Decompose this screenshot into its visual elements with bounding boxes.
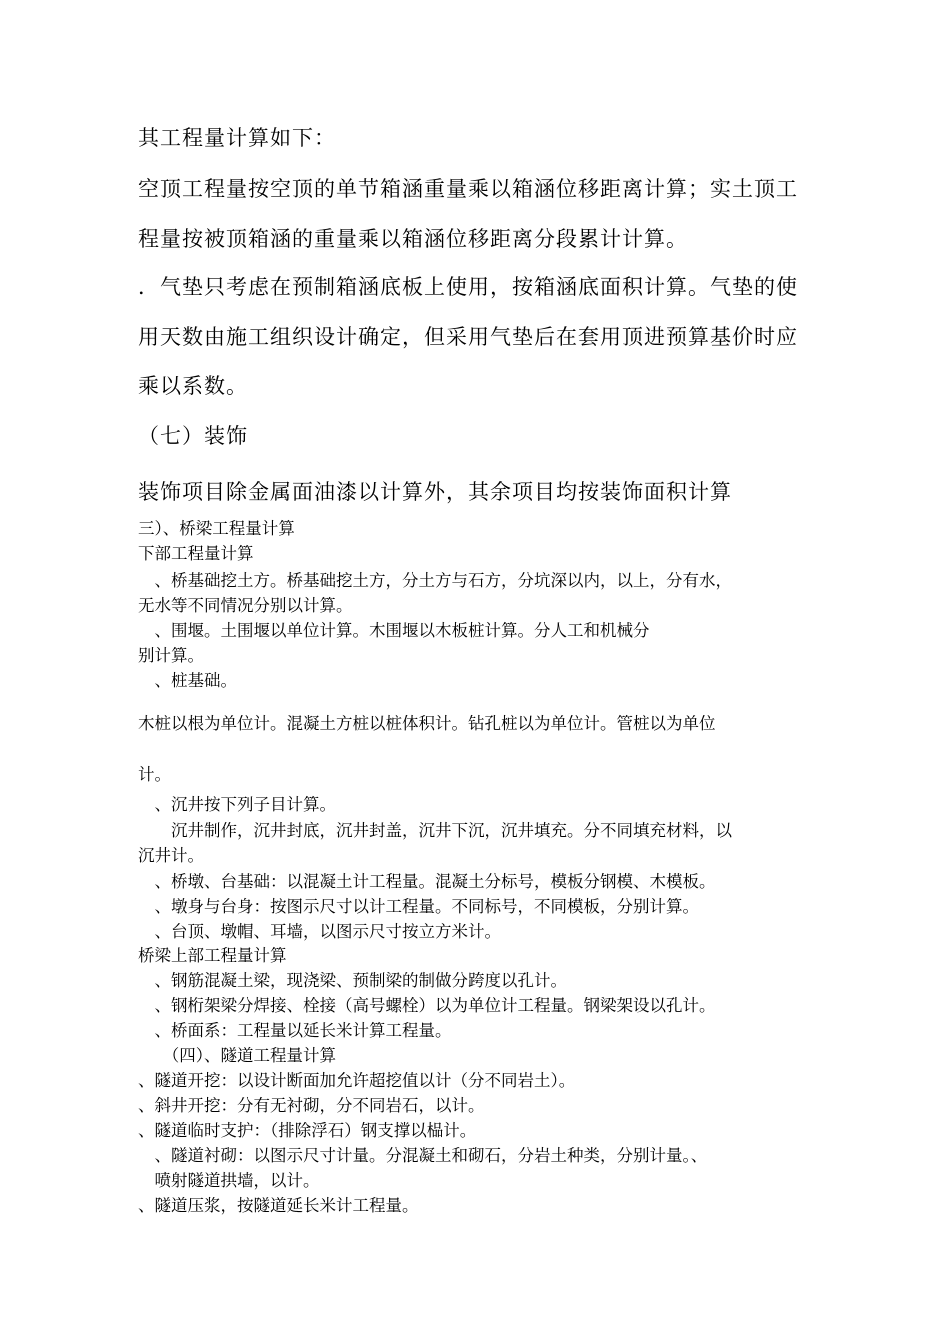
section-heading: （七）装饰 — [138, 424, 248, 448]
section-heading: 下部工程量计算 — [138, 544, 254, 563]
text-line: 无水等不同情况分别以计算。 — [138, 596, 353, 615]
text-line: 、桥墩、台基础：以混凝土计工程量。混凝土分标号，模板分钢模、木模板。 — [138, 872, 716, 891]
text-line: 沉井制作，沉井封底，沉井封盖，沉井下沉，沉井填充。分不同填充材料，以 — [138, 821, 732, 840]
text-line: 乘以系数。 — [138, 374, 248, 398]
text-line: 装饰项目除金属面油漆以计算外，其余项目均按装饰面积计算 — [138, 480, 732, 504]
text-line: 喷射隧道拱墙，以计。 — [138, 1171, 320, 1190]
text-line: 、围堰。土围堰以单位计算。木围堰以木板桩计算。分人工和机械分 — [138, 621, 650, 640]
section-heading: 桥梁上部工程量计算 — [138, 946, 287, 965]
text-line: 、台顶、墩帽、耳墙，以图示尺寸按立方米计。 — [138, 922, 501, 941]
text-line: 空顶工程量按空顶的单节箱涵重量乘以箱涵位移距离计算；实土顶工 — [138, 177, 798, 201]
text-line: 其工程量计算如下： — [138, 126, 336, 150]
text-line: 、桥面系：工程量以延长米计算工程量。 — [138, 1021, 452, 1040]
text-line: 、桥基础挖土方。桥基础挖土方，分土方与石方，分坑深以内，以上，分有水， — [138, 571, 732, 590]
section-heading: （四）、隧道工程量计算 — [138, 1046, 336, 1065]
text-line: 沉井计。 — [138, 846, 204, 865]
text-line: 、桩基础。 — [138, 671, 237, 690]
text-line: 、隧道开挖：以设计断面加允许超挖值以计（分不同岩土）。 — [138, 1071, 576, 1090]
text-line: 、隧道临时支护：（排除浮石）钢支撑以榀计。 — [138, 1121, 477, 1140]
text-line: 、钢筋混凝土梁，现浇梁、预制梁的制做分跨度以孔计。 — [138, 971, 567, 990]
text-line: 、斜井开挖：分有无衬砌，分不同岩石，以计。 — [138, 1096, 485, 1115]
text-line: 、隧道衬砌：以图示尺寸计量。分混凝土和砌石，分岩土种类，分别计量。、 — [138, 1146, 708, 1165]
section-heading: 三）、桥梁工程量计算 — [138, 519, 295, 538]
text-line: 计。 — [138, 765, 171, 784]
text-line: 别计算。 — [138, 646, 204, 665]
text-line: 用天数由施工组织设计确定，但采用气垫后在套用顶进预算基价时应 — [138, 325, 798, 349]
text-line: 、钢桁架梁分焊接、栓接（高号螺栓）以为单位计工程量。钢梁架设以孔计。 — [138, 996, 716, 1015]
text-line: 程量按被顶箱涵的重量乘以箱涵位移距离分段累计计算。 — [138, 227, 688, 251]
text-line: 、墩身与台身：按图示尺寸以计工程量。不同标号，不同模板，分别计算。 — [138, 897, 699, 916]
text-line: 木桩以根为单位计。混凝土方桩以桩体积计。钻孔桩以为单位计。管桩以为单位 — [138, 714, 716, 733]
text-line: ．气垫只考虑在预制箱涵底板上使用，按箱涵底面积计算。气垫的使 — [138, 275, 798, 299]
text-line: 、沉井按下列子目计算。 — [138, 795, 336, 814]
text-line: 、隧道压浆，按隧道延长米计工程量。 — [138, 1196, 419, 1215]
